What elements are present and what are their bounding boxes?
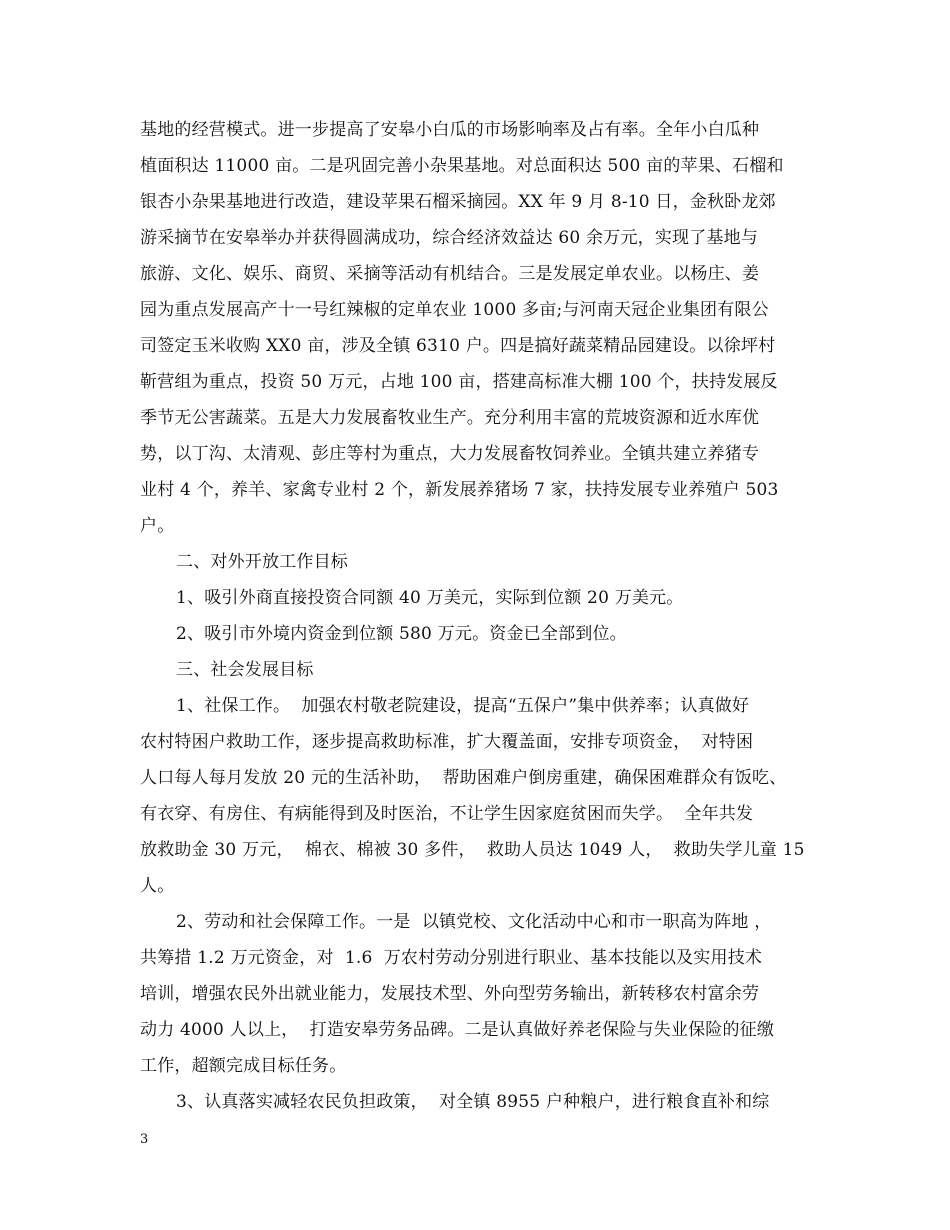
text-line: 植面积达 11000 亩。二是巩固完善小杂果基地。对总面积达 500 亩的苹果、石榴和 bbox=[140, 156, 784, 176]
text-line: 旅游、文化、娱乐、商贸、采摘等活动有机结合。三是发展定单农业。以杨庄、姜 bbox=[140, 264, 760, 284]
text-line: 共筹措 1.2 万元资金，对 1.6 万农村劳动分别进行职业、基本技能以及实用技术 bbox=[140, 948, 763, 968]
text-line: 园为重点发展高产十一号红辣椒的定单农业 1000 多亩;与河南天冠企业集团有限公 bbox=[140, 300, 769, 320]
text-line: 司签定玉米收购 XX0 亩，涉及全镇 6310 户。四是搞好蔬菜精品园建设。以徐坪村 bbox=[140, 336, 776, 356]
section-heading: 三、社会发展目标 bbox=[176, 660, 314, 680]
text-line: 季节无公害蔬菜。五是大力发展畜牧业生产。充分利用丰富的荒坡资源和近水库优 bbox=[140, 408, 760, 428]
text-line: 1、社保工作。 加强农村敬老院建设，提高“五保户”集中供养率；认真做好 bbox=[176, 696, 750, 716]
text-line: 基地的经营模式。进一步提高了安皋小白瓜的市场影响率及占有率。全年小白瓜种 bbox=[140, 120, 760, 140]
text-line: 3、认真落实减轻农民负担政策， 对全镇 8955 户种粮户，进行粮食直补和综 bbox=[176, 1092, 770, 1112]
text-line: 势，以丁沟、太清观、彭庄等村为重点，大力发展畜牧饲养业。全镇共建立养猪专 bbox=[140, 444, 760, 464]
text-line: 有衣穿、有房住、有病能得到及时医治，不让学生因家庭贫困而失学。 全年共发 bbox=[140, 804, 754, 824]
text-line: 2、吸引市外境内资金到位额 580 万元。资金已全部到位。 bbox=[176, 624, 627, 644]
text-line: 动力 4000 人以上， 打造安皋劳务品碑。二是认真做好养老保险与失业保险的征缴 bbox=[140, 1020, 775, 1040]
text-line: 户。 bbox=[140, 516, 175, 536]
text-line: 培训，增强农民外出就业能力，发展技术型、外向型劳务输出，新转移农村富余劳 bbox=[140, 984, 760, 1004]
text-line: 靳营组为重点，投资 50 万元，占地 100 亩，搭建高标准大棚 100 个，扶持发展反 bbox=[140, 372, 778, 392]
text-line: 业村 4 个，养羊、家禽专业村 2 个，新发展养猪场 7 家，扶持发展专业养殖户 503 bbox=[140, 480, 779, 500]
text-line: 农村特困户救助工作，逐步提高救助标准，扩大覆盖面，安排专项资金， 对特困 bbox=[140, 732, 754, 752]
text-line: 放救助金 30 万元， 棉衣、棉被 30 多件， 救助人员达 1049 人， 救助失学儿童 15 bbox=[140, 840, 805, 860]
page-number: 3 bbox=[140, 1132, 149, 1147]
section-heading: 二、对外开放工作目标 bbox=[176, 552, 348, 572]
text-line: 1、吸引外商直接投资合同额 40 万美元，实际到位额 20 万美元。 bbox=[176, 588, 684, 608]
text-line: 2、劳动和社会保障工作。一是 以镇党校、文化活动中心和市一职高为阵地 ， bbox=[176, 912, 772, 932]
text-line: 人口每人每月发放 20 元的生活补助， 帮助困难户倒房重建，确保困难群众有饭吃、 bbox=[140, 768, 787, 788]
text-line: 游采摘节在安皋举办并获得圆满成功，综合经济效益达 60 余万元，实现了基地与 bbox=[140, 228, 759, 248]
text-line: 银杏小杂果基地进行改造，建设苹果石榴采摘园。XX 年 9 月 8-10 日，金秋卧龙郊 bbox=[140, 192, 776, 212]
text-line: 人。 bbox=[140, 876, 175, 896]
text-line: 工作，超额完成目标任务。 bbox=[140, 1056, 347, 1076]
document-body bbox=[140, 112, 830, 1120]
